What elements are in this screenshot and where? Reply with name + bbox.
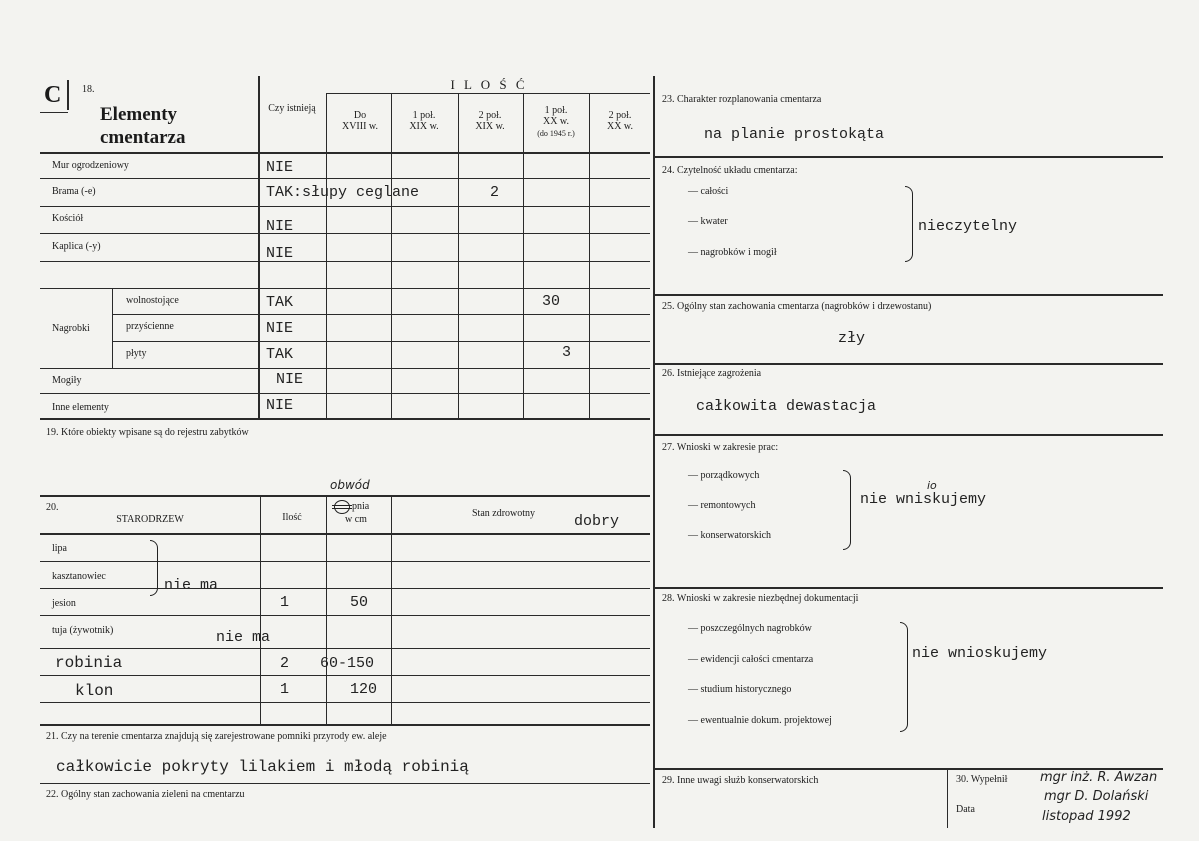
- q28-value: nie wnioskujemy: [912, 645, 1048, 662]
- q27-item-porzadkowych: — porządkowych: [688, 470, 760, 481]
- q20-klon-obwod: 120: [350, 681, 378, 698]
- q23-label: 23. Charakter rozplanowania cmentarza: [662, 94, 822, 105]
- q20-row-rule: [40, 648, 650, 649]
- col-header-2xx-2: XX w.: [606, 121, 634, 132]
- q20-row-rule: [40, 702, 650, 703]
- row-label-inne: Inne elementy: [52, 402, 109, 413]
- q21-bottom-rule: [40, 783, 650, 784]
- q28-label: 28. Wnioski w zakresie niezbędnej dokumentacji: [662, 593, 859, 604]
- q20-obwod-hand: obwód: [330, 478, 370, 492]
- q20-jesion-obwod: 50: [350, 594, 369, 611]
- nagrobki-divider: [112, 288, 113, 368]
- q20-jesion-ilosc: 1: [280, 594, 290, 611]
- q27-item-remontowych: — remontowych: [688, 500, 756, 511]
- row-label-wolnostojace: wolnostojące: [126, 295, 179, 306]
- q21-value: całkowicie pokryty lilakiem i młodą robinią: [56, 758, 469, 776]
- q20-col-rule-3: [391, 495, 392, 724]
- q20-klon-ilosc: 1: [280, 681, 290, 698]
- q30-author-1: mgr inż. R. Awzan: [1040, 770, 1158, 785]
- q27-label: 27. Wnioski w zakresie prac:: [662, 442, 779, 453]
- q24-bottom-rule: [655, 294, 1163, 296]
- q24-item-calosci: — całości: [688, 186, 729, 197]
- q20-row-rule: [40, 675, 650, 676]
- row-value-kosciol-exists: NIE: [266, 218, 294, 235]
- q20-nie-ma-1: nie ma: [164, 577, 219, 594]
- col-rule-3: [458, 93, 459, 418]
- q29-label: 29. Inne uwagi służb konserwatorskich: [662, 775, 819, 786]
- q30-divider: [947, 770, 948, 828]
- row-rule: [40, 233, 650, 234]
- row-rule: [40, 206, 650, 207]
- q20-header-pnia-1: pnia: [352, 501, 370, 512]
- q24-value: nieczytelny: [918, 218, 1018, 235]
- row-label-kaplica: Kaplica (-y): [52, 241, 101, 252]
- q20-robinia-ilosc: 2: [280, 655, 290, 672]
- q20-row-rule: [40, 561, 650, 562]
- row-rule: [112, 341, 650, 342]
- col-rule-5: [589, 93, 590, 418]
- q28-item-ewidencji: — ewidencji całości cmentarza: [688, 654, 814, 665]
- col-header-1xix-1: 1 poł.: [412, 110, 436, 121]
- q30-label: 30. Wypełnił: [956, 774, 1008, 785]
- q27-brace: [843, 470, 851, 550]
- row-value-wolno-1xx: 30: [542, 293, 561, 310]
- q20-row-rule: [40, 615, 650, 616]
- section18-bottom-rule: [40, 418, 650, 420]
- section-letter-bar: [67, 80, 69, 110]
- q20-tree-lipa: lipa: [52, 543, 67, 554]
- q28-item-projektowej: — ewentualnie dokum. projektowej: [688, 715, 832, 726]
- crossed-diameter-icon: [334, 500, 350, 514]
- col-header-1xix-2: XIX w.: [409, 121, 439, 132]
- row-rule: [40, 178, 650, 179]
- row-rule: [40, 288, 650, 289]
- q27-correction: io: [927, 479, 937, 492]
- q26-label: 26. Istniejące zagrożenia: [662, 368, 762, 379]
- section-title-2: cmentarza: [100, 127, 186, 148]
- row-rule: [112, 314, 650, 315]
- row-value-plyty-exists: TAK: [266, 346, 294, 363]
- q25-bottom-rule: [655, 363, 1163, 365]
- q26-bottom-rule: [655, 434, 1163, 436]
- q24-label: 24. Czytelność układu cmentarza:: [662, 165, 798, 176]
- section-letter-underline: [40, 112, 68, 113]
- q28-brace: [900, 622, 908, 732]
- q20-stan-value: dobry: [574, 513, 620, 530]
- center-divider: [653, 76, 655, 828]
- q27-bottom-rule: [655, 587, 1163, 589]
- q30-date: listopad 1992: [1042, 809, 1131, 824]
- q20-tree-tuja: tuja (żywotnik): [52, 625, 114, 636]
- row-rule: [40, 393, 650, 394]
- col-header-1xx-3: (do 1945 r.): [537, 129, 575, 138]
- q20-tree-klon: klon: [75, 682, 114, 700]
- row-value-przysc-exists: NIE: [266, 320, 294, 337]
- row-value-brama-2xix: 2: [490, 184, 500, 201]
- col-rule-4: [523, 93, 524, 418]
- row-value-brama-exists: TAK:słupy ceglane: [266, 184, 420, 201]
- col-rule-2: [391, 93, 392, 418]
- q20-col-rule-2: [326, 495, 327, 724]
- row-value-mur-exists: NIE: [266, 159, 294, 176]
- q24-item-kwater: — kwater: [688, 216, 728, 227]
- q26-value: całkowita dewastacja: [696, 398, 877, 415]
- row-label-nagrobki: Nagrobki: [52, 323, 90, 334]
- q25-value: zły: [838, 330, 866, 347]
- col-rule-exists: [258, 76, 260, 418]
- ilosc-rule: [326, 93, 650, 94]
- col-header-do-xviii-1: Do: [353, 110, 367, 121]
- q20-top-rule: [40, 495, 650, 497]
- col-rule-1: [326, 93, 327, 418]
- q20-header-stan: Stan zdrowotny: [472, 508, 536, 519]
- row-label-brama: Brama (-e): [52, 186, 96, 197]
- q30-data-label: Data: [956, 804, 975, 815]
- col-header-2xix-2: XIX w.: [475, 121, 505, 132]
- q24-item-nagrobkow: — nagrobków i mogił: [688, 247, 777, 258]
- col-header-do-xviii-2: XVIII w.: [341, 121, 379, 132]
- q21-label: 21. Czy na terenie cmentarza znajdują się zarejestrowane pomniki przyrody ew. aleje: [46, 731, 387, 742]
- q20-robinia-obwod: 60-150: [320, 655, 375, 672]
- q20-col-rule-1: [260, 495, 261, 724]
- q27-item-konserwatorskich: — konserwatorskich: [688, 530, 772, 541]
- q23-bottom-rule: [655, 156, 1163, 158]
- section-title-1: Elementy: [100, 104, 178, 125]
- q20-header-pnia-2: w cm: [345, 514, 367, 525]
- quantity-header: I L O Ś Ć: [450, 77, 528, 92]
- col-header-2xx-1: 2 poł.: [608, 110, 632, 121]
- q23-value: na planie prostokąta: [704, 126, 885, 143]
- q24-brace: [905, 186, 913, 262]
- q20-header-rule: [40, 533, 650, 535]
- col-header-2xix-1: 2 poł.: [478, 110, 502, 121]
- row-label-plyty: płyty: [126, 348, 147, 359]
- q20-tree-kasztanowiec: kasztanowiec: [52, 571, 106, 582]
- row-label-mur: Mur ogrodzeniowy: [52, 160, 129, 171]
- q22-label: 22. Ogólny stan zachowania zieleni na cmentarzu: [46, 789, 245, 800]
- header-bottom-rule: [40, 152, 650, 154]
- col-header-1xx-1: 1 poł.: [544, 105, 568, 116]
- q20-tree-robinia: robinia: [55, 654, 123, 672]
- row-value-wolno-exists: TAK: [266, 294, 294, 311]
- q28-item-studium: — studium historycznego: [688, 684, 792, 695]
- q20-nie-ma-2: nie ma: [216, 629, 271, 646]
- q20-header-starodrzew: STARODRZEW: [116, 514, 184, 525]
- q20-row-rule: [40, 588, 650, 589]
- row-rule: [40, 261, 650, 262]
- row-value-kaplica-exists: NIE: [266, 245, 294, 262]
- row-label-mogily: Mogiły: [52, 375, 82, 386]
- row-value-plyty-1xx: 3: [562, 344, 572, 361]
- q20-number: 20.: [46, 502, 59, 513]
- q20-header-ilosc: Ilość: [282, 512, 302, 523]
- q20-tree-jesion: jesion: [52, 598, 76, 609]
- row-rule: [40, 368, 650, 369]
- section-letter: C: [44, 82, 62, 108]
- col-header-1xx-2: XX w.: [542, 116, 570, 127]
- q27-value: nie wniskujemy: [860, 491, 987, 508]
- q25-label: 25. Ogólny stan zachowania cmentarza (nagrobków i drzewostanu): [662, 301, 932, 312]
- q20-bottom-rule: [40, 724, 650, 726]
- row-value-mogily-exists: NIE: [276, 371, 304, 388]
- exists-header: Czy istnieją: [268, 103, 316, 114]
- q30-author-2: mgr D. Dolański: [1044, 789, 1149, 804]
- row-label-kosciol: Kościół: [52, 213, 84, 224]
- row-value-inne-exists: NIE: [266, 397, 294, 414]
- q28-item-nagrobkow: — poszczególnych nagrobków: [688, 623, 812, 634]
- q19-label: 19. Które obiekty wpisane są do rejestru zabytków: [46, 427, 249, 438]
- section-number: 18.: [82, 84, 95, 95]
- row-label-przyscienne: przyścienne: [126, 321, 174, 332]
